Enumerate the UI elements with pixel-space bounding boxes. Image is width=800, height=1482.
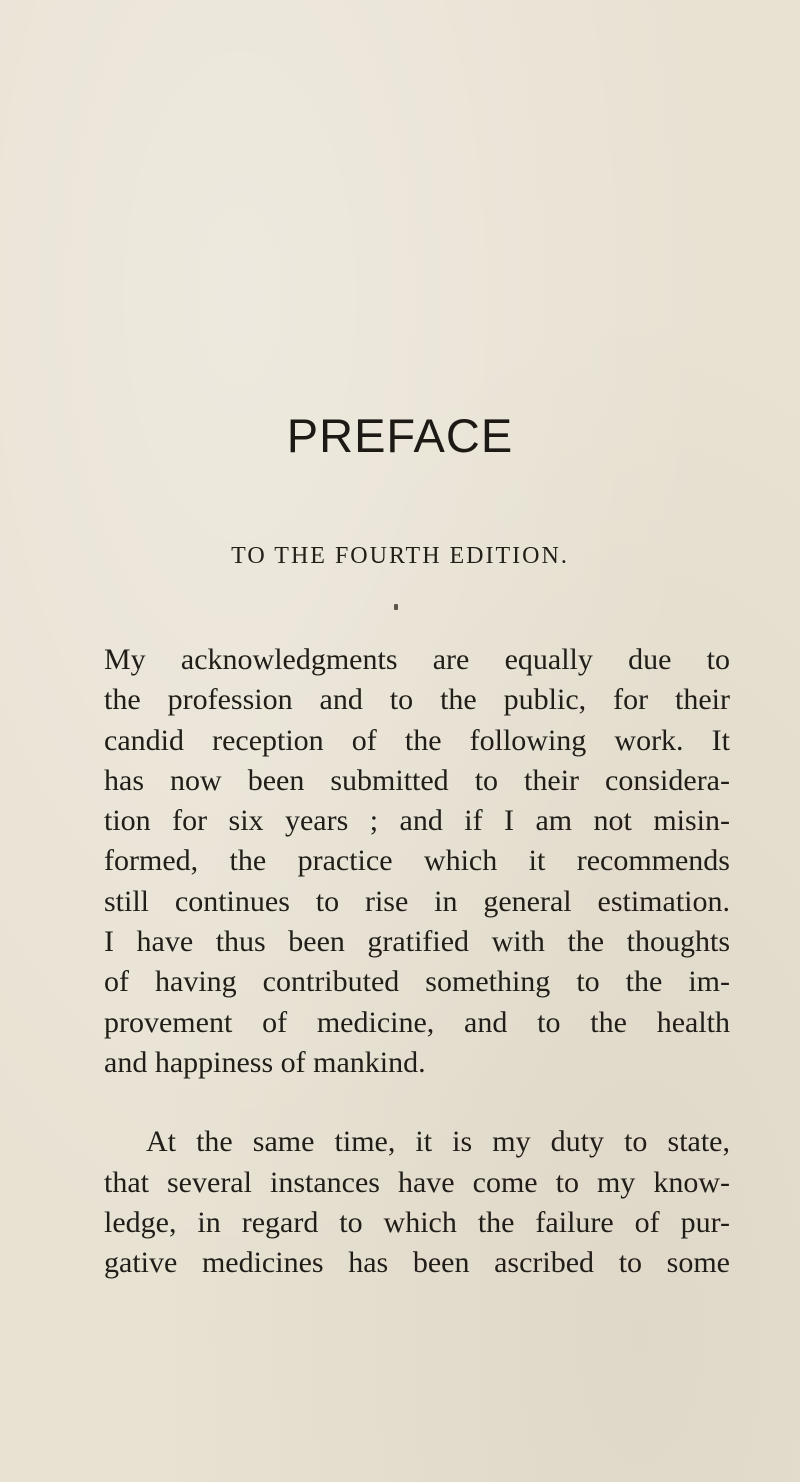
ornament-mark	[394, 604, 398, 610]
text-line: candid reception of the following work. It	[104, 723, 730, 757]
text-line: tion for six years ; and if I am not misin-	[104, 804, 730, 838]
text-line: provement of medicine, and to the health	[104, 1005, 730, 1039]
text-line: that several instances have come to my know-	[104, 1165, 730, 1199]
preface-body	[104, 640, 730, 1283]
text-line: At the same time, it is my duty to state,	[146, 1125, 730, 1159]
edition-subtitle: TO THE FOURTH EDITION.	[231, 543, 569, 569]
text-line: has now been submitted to their considera-	[104, 763, 730, 797]
text-line: formed, the practice which it recommends	[104, 844, 730, 878]
text-line: the profession and to the public, for their	[104, 683, 730, 717]
paragraph-1	[104, 640, 730, 1083]
preface-title: PREFACE	[286, 409, 514, 462]
text-line: ledge, in regard to which the failure of pur-	[104, 1205, 730, 1239]
text-line: I have thus been gratified with the thoughts	[104, 925, 730, 959]
text-line: still continues to rise in general estimation.	[104, 884, 730, 918]
text-line: gative medicines has been ascribed to some	[104, 1246, 730, 1280]
paragraph-2	[104, 1122, 730, 1283]
text-line: of having contributed something to the im-	[104, 965, 730, 999]
text-line: My acknowledgments are equally due to	[104, 643, 730, 676]
text-line: and happiness of mankind.	[104, 1045, 426, 1079]
